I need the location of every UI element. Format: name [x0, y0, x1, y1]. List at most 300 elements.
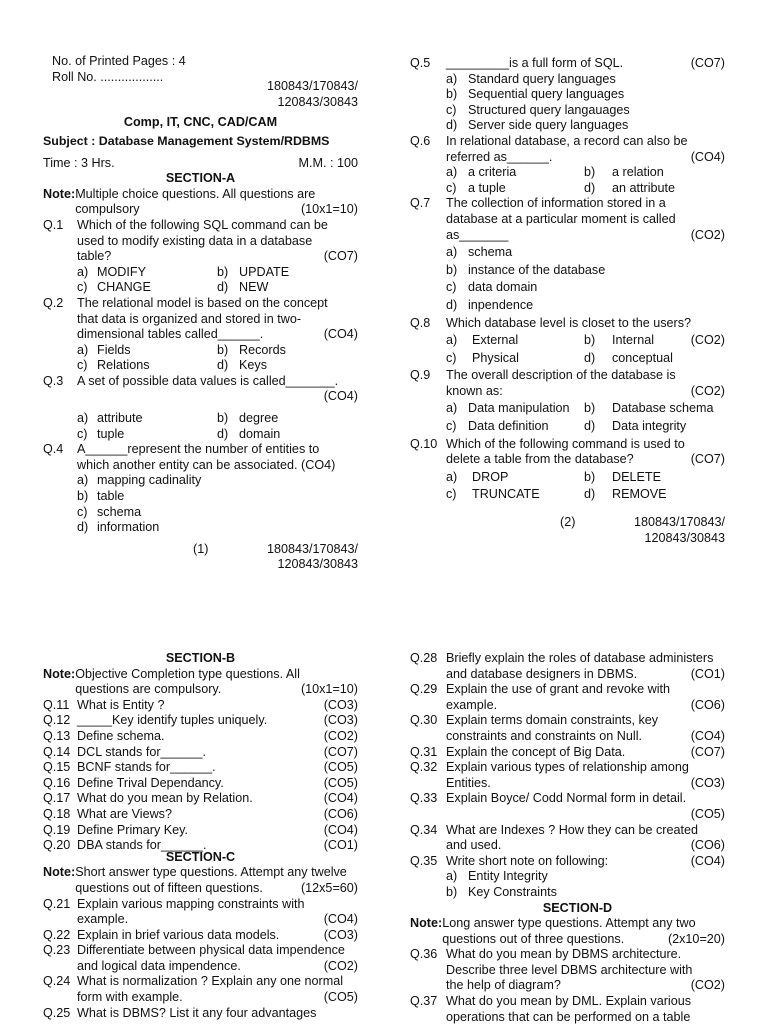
note-b-marks: (10x1=10) — [300, 682, 358, 697]
footer-code — [634, 515, 725, 546]
question-number: Q.30 — [410, 713, 438, 728]
paper-code-line1: 180843/170843/ — [266, 79, 358, 94]
footer-code-line1: 180843/170843/ — [633, 515, 725, 530]
question-number: Q.13 — [43, 728, 71, 743]
question-23 — [43, 943, 358, 974]
course-outcome: (CO4) — [690, 149, 725, 164]
question-7 — [410, 196, 725, 313]
course-outcome: (CO4) — [323, 389, 358, 404]
option-text: CHANGE — [97, 280, 151, 295]
option-text: Entity Integrity — [468, 869, 548, 884]
question-number: Q.20 — [43, 838, 71, 853]
course-outcome: (CO2) — [690, 227, 725, 242]
question-text: which another entity can be associated. (CO4) — [77, 457, 336, 472]
question-8 — [410, 316, 725, 367]
course-outcome: (CO5) — [323, 990, 358, 1005]
note-a-line2: compulsory — [75, 202, 140, 217]
option — [446, 280, 725, 296]
option-text: Structured query langauages — [468, 102, 630, 117]
question-text: as_______ — [446, 227, 509, 242]
course-outcome: (CO4) — [323, 327, 358, 342]
question-text: Which of the following command is used to — [446, 436, 685, 451]
note-c-marks: (12x5=60) — [300, 880, 358, 895]
question-36 — [410, 947, 725, 994]
question-number: Q.19 — [43, 822, 71, 837]
option-text: a tuple — [468, 180, 506, 195]
note-b-line1: Objective Completion type questions. All — [75, 666, 300, 681]
question-number: Q.32 — [410, 760, 438, 775]
question-text: that data is organized and stored in two- — [77, 311, 302, 326]
question-text: In relational database, a record can also be — [446, 133, 688, 148]
question-33 — [410, 791, 725, 822]
option-letter: b) — [446, 884, 458, 899]
option — [77, 489, 358, 505]
question-4 — [43, 442, 358, 536]
page-number: (2) — [560, 515, 576, 530]
question-text: and used. — [446, 838, 502, 853]
question-11 — [43, 698, 358, 714]
question-text: database at a particular moment is called — [446, 211, 676, 226]
option — [446, 245, 725, 261]
course-outcome: (CO1) — [690, 666, 725, 681]
roll-no: Roll No. .................. — [52, 69, 164, 84]
question-9 — [410, 368, 725, 434]
question-text: table? — [77, 249, 112, 264]
course-outcome: (CO4) — [323, 912, 358, 927]
option-text: Internal — [612, 333, 655, 348]
course-outcome: (CO2) — [690, 383, 725, 398]
option-text: table — [97, 489, 125, 504]
option-letter: a) — [77, 342, 89, 357]
option-text: Database schema — [612, 401, 714, 416]
option — [446, 118, 725, 134]
option-text: inpendence — [468, 297, 534, 312]
option-text: Key Constraints — [468, 884, 557, 899]
option-letter: b) — [217, 342, 229, 357]
question-text: What do you mean by DML. Explain various — [446, 994, 691, 1009]
question-3 — [43, 374, 358, 442]
question-text: Describe three level DBMS architecture with — [446, 962, 693, 977]
course-outcome: (CO3) — [690, 775, 725, 790]
question-text: operations that can be performed on a table — [446, 1009, 691, 1024]
option — [446, 885, 725, 901]
option-letter: b) — [584, 401, 596, 416]
option-text: REMOVE — [612, 487, 667, 502]
note-label: Note: — [43, 865, 76, 880]
course-outcome: (CO4) — [690, 853, 725, 868]
option-text: Data integrity — [612, 419, 687, 434]
question-number: Q.1 — [43, 217, 64, 232]
option-letter: b) — [77, 489, 89, 504]
course-outcome: (CO3) — [323, 927, 358, 942]
option-text: schema — [468, 245, 513, 260]
section-b-questions — [43, 698, 358, 854]
course-outcome: (CO7) — [690, 744, 725, 759]
option-letter: d) — [217, 358, 229, 373]
option — [446, 87, 725, 103]
question-18 — [43, 807, 358, 823]
question-text: Explain in brief various data models. — [77, 927, 280, 942]
option-text: data domain — [468, 280, 538, 295]
course-outcome: (CO3) — [323, 697, 358, 712]
question-number: Q.3 — [43, 373, 64, 388]
question-text: form with example. — [77, 990, 183, 1005]
question-text: Explain various types of relationship among — [446, 760, 689, 775]
option-letter: a) — [446, 165, 458, 180]
footer-code-line1: 180843/170843/ — [266, 541, 358, 556]
question-text: What are Views? — [77, 806, 172, 821]
footer-code-line2: 120843/30843 — [644, 530, 725, 545]
option-text: mapping cadinality — [97, 473, 202, 488]
option-letter: b) — [584, 469, 596, 484]
question-number: Q.33 — [410, 791, 438, 806]
question-text: _____Key identify tuples uniquely. — [77, 713, 268, 728]
options-row — [446, 401, 725, 417]
course-outcome: (CO2) — [690, 333, 725, 348]
note-c — [43, 865, 358, 896]
options-row — [446, 333, 725, 349]
page-4 — [410, 651, 725, 1025]
note-a-marks: (10x1=10) — [300, 202, 358, 217]
option-letter: d) — [446, 297, 458, 312]
option-text: UPDATE — [239, 264, 290, 279]
question-text: Explain the concept of Big Data. — [446, 744, 626, 759]
option-letter: a) — [446, 469, 458, 484]
course-outcome: (CO7) — [323, 249, 358, 264]
question-text: used to modify existing data in a database — [77, 233, 313, 248]
question-number: Q.12 — [43, 713, 71, 728]
question-text: Define Trival Dependancy. — [77, 775, 224, 790]
course-outcome: (CO5) — [690, 806, 725, 821]
option — [446, 263, 725, 279]
question-text: Define schema. — [77, 728, 165, 743]
question-number: Q.7 — [410, 196, 431, 211]
note-label: Note: — [43, 186, 76, 201]
subject: Subject : Database Management System/RDBMS — [43, 133, 330, 148]
branches: Comp, IT, CNC, CAD/CAM — [123, 115, 278, 130]
option-text: Keys — [239, 358, 267, 373]
option-text: NEW — [239, 280, 269, 295]
section-b-heading: SECTION-B — [165, 651, 236, 665]
question-text: delete a table from the database? — [446, 452, 634, 467]
course-outcome: (CO3) — [323, 713, 358, 728]
option-text: an attribute — [612, 180, 676, 195]
question-text: Differentiate between physical data impendence — [77, 943, 345, 958]
time: Time : 3 Hrs. — [43, 155, 115, 170]
question-text: Explain the use of grant and revoke with — [446, 682, 671, 697]
question-text: A______represent the number of entities to — [77, 442, 320, 457]
option-letter: c) — [77, 280, 88, 295]
question-text: BCNF stands for______. — [77, 760, 216, 775]
question-28 — [410, 651, 725, 682]
option-letter: c) — [77, 504, 88, 519]
page-3 — [43, 651, 358, 1021]
option — [446, 869, 725, 885]
option-text: degree — [239, 411, 279, 426]
question-text: The overall description of the database is — [446, 368, 676, 383]
option-letter: b) — [446, 87, 458, 102]
question-22 — [43, 928, 358, 944]
option-letter: d) — [217, 280, 229, 295]
question-number: Q.21 — [43, 896, 71, 911]
question-text: What is normalization ? Explain any one normal — [77, 974, 343, 989]
course-outcome: (CO2) — [690, 978, 725, 993]
course-outcome: (CO6) — [323, 806, 358, 821]
note-a-line1: Multiple choice questions. All questions are — [75, 186, 316, 201]
options-row — [77, 343, 358, 359]
option — [446, 298, 725, 314]
question-number: Q.29 — [410, 682, 438, 697]
option-letter: b) — [584, 165, 596, 180]
option-letter: d) — [77, 520, 89, 535]
question-30 — [410, 713, 725, 744]
question-14 — [43, 745, 358, 761]
option-text: MODIFY — [97, 264, 146, 279]
page-number: (1) — [193, 541, 209, 556]
question-5 — [410, 56, 725, 134]
option-letter: c) — [446, 180, 457, 195]
option-letter: a) — [446, 71, 458, 86]
question-text: A set of possible data values is called_______. — [77, 373, 339, 388]
options-row — [77, 427, 358, 443]
options-row — [446, 470, 725, 486]
option-text: schema — [97, 504, 142, 519]
question-text: DBA stands for______. — [77, 838, 207, 853]
footer-code — [267, 542, 358, 573]
note-label: Note: — [43, 666, 76, 681]
question-19 — [43, 823, 358, 839]
options-row — [77, 265, 358, 281]
option-text: Physical — [472, 350, 519, 365]
option-text: Fields — [97, 342, 131, 357]
question-text: Explain Boyce/ Codd Normal form in detail. — [446, 791, 687, 806]
question-16 — [43, 776, 358, 792]
option-text: instance of the database — [468, 262, 606, 277]
course-outcome: (CO2) — [323, 958, 358, 973]
question-number: Q.10 — [410, 436, 438, 451]
option — [77, 520, 358, 536]
question-number: Q.36 — [410, 947, 438, 962]
question-number: Q.9 — [410, 368, 431, 383]
option-text: Sequential query languages — [468, 87, 625, 102]
option-text: TRUNCATE — [472, 487, 540, 502]
question-2 — [43, 296, 358, 374]
option-letter: a) — [77, 473, 89, 488]
question-25 — [43, 1006, 358, 1022]
question-17 — [43, 791, 358, 807]
option-letter: c) — [446, 350, 457, 365]
question-number: Q.23 — [43, 943, 71, 958]
course-outcome: (CO5) — [323, 775, 358, 790]
options-row — [77, 411, 358, 427]
question-number: Q.2 — [43, 295, 64, 310]
question-number: Q.35 — [410, 853, 438, 868]
question-number: Q.11 — [43, 697, 70, 712]
page-1 — [43, 54, 358, 573]
note-c-line1: Short answer type questions. Attempt any twelve — [75, 865, 347, 880]
course-outcome: (CO7) — [690, 56, 725, 70]
course-outcome: (CO6) — [690, 697, 725, 712]
question-number: Q.14 — [43, 744, 71, 759]
question-21 — [43, 897, 358, 928]
option-letter: a) — [446, 869, 458, 884]
course-outcome: (CO4) — [323, 822, 358, 837]
note-d — [410, 916, 725, 947]
question-32 — [410, 760, 725, 791]
question-text: What do you mean by Relation. — [77, 791, 253, 806]
course-outcome: (CO2) — [323, 728, 358, 743]
question-text: constraints and constraints on Null. — [446, 728, 643, 743]
question-number: Q.15 — [43, 760, 71, 775]
options-row — [77, 358, 358, 374]
option-text: Server side query languages — [468, 118, 629, 133]
option-text: attribute — [97, 411, 143, 426]
note-b-line2: questions are compulsory. — [75, 682, 222, 697]
question-text: What are Indexes ? How they can be created — [446, 822, 699, 837]
options-row — [446, 487, 725, 503]
option-text: Records — [239, 342, 286, 357]
question-number: Q.22 — [43, 927, 71, 942]
question-37 — [410, 994, 725, 1025]
question-text: Explain terms domain constraints, key — [446, 713, 659, 728]
question-text: Briefly explain the roles of database administers — [446, 651, 714, 665]
option-letter: c) — [77, 358, 88, 373]
question-text: dimensional tables called______. — [77, 327, 264, 342]
option-letter: c) — [446, 102, 457, 117]
question-text: What do you mean by DBMS architecture. — [446, 947, 682, 962]
option-text: domain — [239, 426, 281, 441]
question-number: Q.17 — [43, 791, 71, 806]
question-number: Q.31 — [410, 744, 438, 759]
option-text: Data definition — [468, 419, 549, 434]
question-12 — [43, 713, 358, 729]
question-6 — [410, 134, 725, 196]
question-text: The relational model is based on the concept — [77, 295, 328, 310]
question-number: Q.5 — [410, 56, 431, 70]
question-number: Q.25 — [43, 1005, 71, 1020]
question-text: Which database level is closet to the users? — [446, 315, 692, 330]
option-text: a relation — [612, 165, 664, 180]
question-text: The collection of information stored in a — [446, 196, 666, 211]
question-text: known as: — [446, 383, 503, 398]
options-row — [446, 351, 725, 367]
question-29 — [410, 682, 725, 713]
option-letter: c) — [446, 487, 457, 502]
question-number: Q.16 — [43, 775, 71, 790]
option-letter: a) — [77, 264, 89, 279]
option-text: a criteria — [468, 165, 517, 180]
option-letter: b) — [217, 264, 229, 279]
options-row — [446, 181, 725, 197]
question-number: Q.18 — [43, 806, 71, 821]
option-letter: a) — [446, 333, 458, 348]
question-number: Q.34 — [410, 822, 438, 837]
question-number: Q.28 — [410, 651, 438, 665]
option — [446, 72, 725, 88]
note-b — [43, 667, 358, 698]
option-letter: c) — [446, 280, 457, 295]
footer-code-line2: 120843/30843 — [277, 557, 358, 572]
option-letter: b) — [584, 333, 596, 348]
question-text: Which of the following SQL command can be — [77, 217, 328, 232]
option-letter: a) — [77, 411, 89, 426]
question-number: Q.8 — [410, 315, 431, 330]
option-text: information — [97, 520, 160, 535]
option-letter: b) — [446, 262, 458, 277]
option-letter: d) — [217, 426, 229, 441]
course-outcome: (CO7) — [323, 744, 358, 759]
note-label: Note: — [410, 916, 443, 931]
course-outcome: (CO1) — [323, 838, 358, 853]
question-number: Q.24 — [43, 974, 71, 989]
question-text: Entities. — [446, 775, 491, 790]
option-text: DROP — [472, 469, 509, 484]
options-row — [77, 280, 358, 296]
question-10 — [410, 437, 725, 503]
course-outcome: (CO4) — [690, 728, 725, 743]
question-34 — [410, 823, 725, 854]
course-outcome: (CO6) — [690, 838, 725, 853]
option-text: Standard query languages — [468, 71, 616, 86]
option-letter: c) — [446, 419, 457, 434]
option-letter: d) — [446, 118, 458, 133]
question-text: example. — [77, 912, 129, 927]
note-d-marks: (2x10=20) — [667, 931, 725, 946]
option-text: Data manipulation — [468, 401, 570, 416]
note-d-line1: Long answer type questions. Attempt any two — [442, 916, 696, 931]
option-letter: a) — [446, 401, 458, 416]
question-15 — [43, 760, 358, 776]
option — [77, 505, 358, 521]
option-letter: a) — [446, 245, 458, 260]
course-outcome: (CO7) — [690, 452, 725, 467]
question-number: Q.4 — [43, 442, 64, 457]
question-24 — [43, 974, 358, 1005]
option-letter: d) — [584, 419, 596, 434]
question-text: _________is a full form of SQL. — [446, 56, 624, 70]
question-text: What is DBMS? List it any four advantages — [77, 1005, 317, 1020]
options-row — [446, 165, 725, 181]
question-text: example. — [446, 697, 498, 712]
question-number: Q.37 — [410, 994, 438, 1009]
option-letter: c) — [77, 426, 88, 441]
option-text: DELETE — [612, 469, 661, 484]
option-text: External — [472, 333, 519, 348]
paper-code-line2: 120843/30843 — [277, 94, 358, 109]
note-c-line2: questions out of fifteen questions. — [75, 880, 263, 895]
question-text: and logical data impendence. — [77, 958, 241, 973]
course-outcome: (CO4) — [323, 791, 358, 806]
question-31 — [410, 745, 725, 761]
section-a-heading: SECTION-A — [165, 171, 236, 186]
question-1 — [43, 218, 358, 296]
question-35 — [410, 854, 725, 901]
section-c-heading: SECTION-C — [165, 849, 236, 864]
question-text: referred as______. — [446, 149, 553, 164]
question-text: Explain various mapping constraints with — [77, 896, 305, 911]
question-text: and database designers in DBMS. — [446, 666, 638, 681]
printed-pages: No. of Printed Pages : 4 — [52, 54, 186, 68]
question-text: Define Primary Key. — [77, 822, 189, 837]
question-13 — [43, 729, 358, 745]
question-text: the help of diagram? — [446, 978, 561, 993]
option-text: Relations — [97, 358, 150, 373]
question-number: Q.6 — [410, 133, 431, 148]
section-d-heading: SECTION-D — [542, 900, 613, 915]
option-letter: d) — [584, 180, 596, 195]
option — [77, 473, 358, 489]
option-letter: b) — [217, 411, 229, 426]
